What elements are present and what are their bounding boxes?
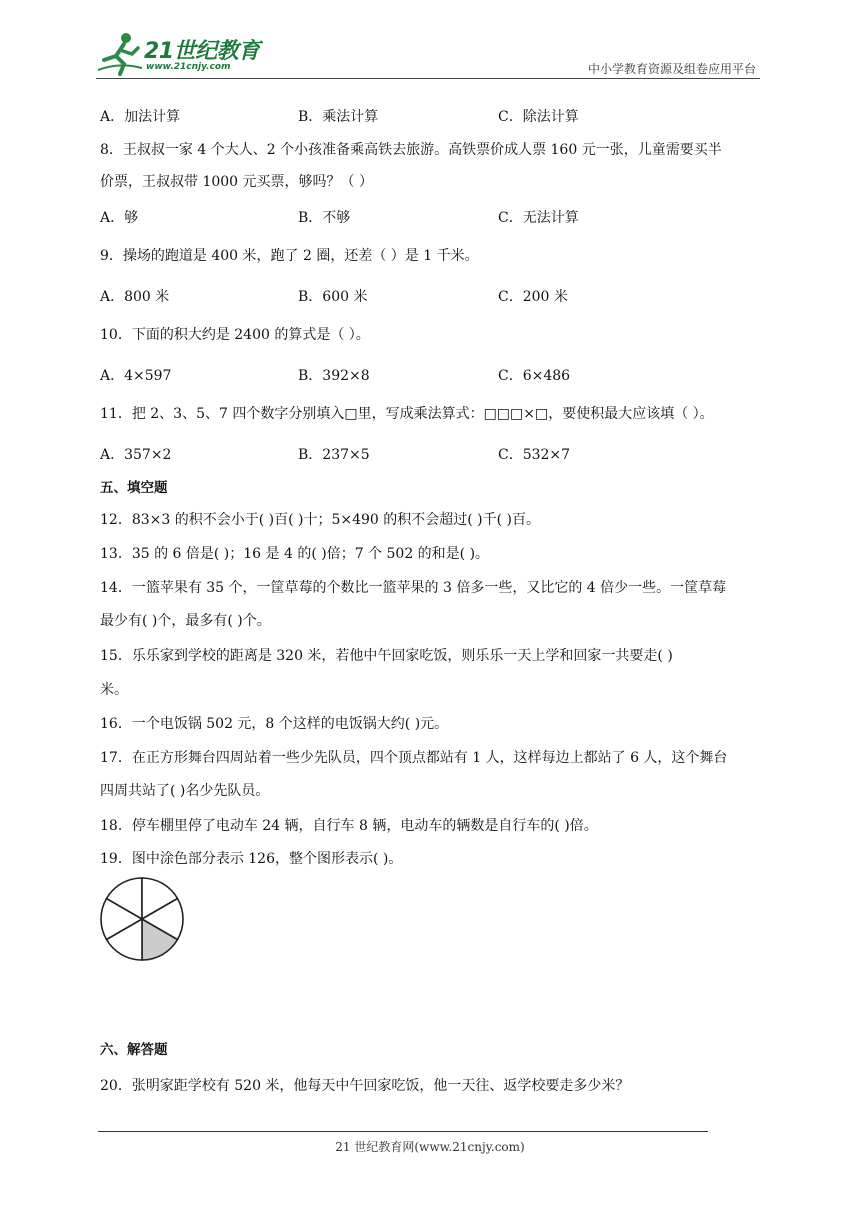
q20-text: 20．张明家距学校有 520 米，他每天中午回家吃饭，他一天往、返学校要走多少米？ — [100, 1078, 630, 1094]
logo-title: 21世纪教育 — [144, 39, 260, 64]
runner-logo-icon — [96, 30, 144, 76]
q12-text: 12．83×3 的积不会小于( )百( )十；5×490 的积不会超过( )千( )百。 — [100, 512, 541, 528]
page-header — [96, 28, 760, 80]
q9-option-a: A．800 米 — [100, 289, 170, 305]
q11-option-a: A．357×2 — [100, 447, 172, 463]
q7-option-c: C．除法计算 — [498, 109, 579, 125]
q11-option-b: B．237×5 — [298, 447, 370, 463]
q8-option-b: B．不够 — [298, 210, 351, 226]
q10-option-b: B．392×8 — [298, 368, 370, 384]
q18-text: 18．停车棚里停了电动车 24 辆，自行车 8 辆，电动车的辆数是自行车的( )倍。 — [100, 818, 598, 834]
section-answer-title: 六、解答题 — [100, 1042, 168, 1058]
q15-line2: 米。 — [100, 682, 128, 698]
q10-option-a: A．4×597 — [100, 368, 172, 384]
header-platform-text: 中小学教育资源及组卷应用平台 — [587, 62, 756, 76]
q10-option-c: C．6×486 — [498, 368, 571, 384]
q13-text: 13．35 的 6 倍是( )；16 是 4 的( )倍；7 个 502 的和是( )。 — [100, 546, 490, 562]
q17-line1: 17．在正方形舞台四周站着一些少先队员，四个顶点都站有 1 人，这样每边上都站了 6 人，这个舞台 — [100, 750, 728, 766]
page-footer: 21 世纪教育网(www.21cnjy.com) — [335, 1140, 525, 1154]
q7-option-a: A．加法计算 — [100, 109, 181, 125]
site-logo — [96, 30, 266, 76]
q9-text: 9．操场的跑道是 400 米，跑了 2 圈，还差（ ）是 1 千米。 — [100, 248, 479, 264]
q8-option-a: A．够 — [100, 210, 139, 226]
q19-text: 19．图中涂色部分表示 126，整个图形表示( )。 — [100, 851, 403, 867]
q16-text: 16．一个电饭锅 502 元，8 个这样的电饭锅大约( )元。 — [100, 716, 449, 732]
q10-text: 10．下面的积大约是 2400 的算式是（ ）。 — [100, 327, 370, 343]
q8-line2: 价票，王叔叔带 1000 元买票，够吗？（ ） — [100, 174, 373, 190]
footer-divider — [98, 1131, 708, 1132]
logo-url: www.21cnjy.com — [146, 62, 231, 72]
q17-line2: 四周共站了( )名少先队员。 — [100, 783, 270, 799]
q11-text: 11．把 2、3、5、7 四个数字分别填入□里，写成乘法算式：□□□×□，要使积最大应该填（ ）。 — [100, 406, 714, 422]
q14-line1: 14．一篮苹果有 35 个，一筐草莓的个数比一篮苹果的 3 倍多一些，又比它的 4 倍少一些。一筐草莓 — [100, 580, 727, 596]
q9-option-b: B．600 米 — [298, 289, 368, 305]
q14-line2: 最少有( )个，最多有( )个。 — [100, 613, 271, 629]
q7-option-b: B．乘法计算 — [298, 109, 379, 125]
q11-option-c: C．532×7 — [498, 447, 571, 463]
header-divider — [96, 78, 760, 79]
divided-circle-figure — [98, 875, 186, 963]
section-fill-in-title: 五、填空题 — [100, 480, 168, 496]
q8-line1: 8．王叔叔一家 4 个大人、2 个小孩准备乘高铁去旅游。高铁票价成人票 160 元一张，儿童需要买半 — [100, 142, 722, 158]
q8-option-c: C．无法计算 — [498, 210, 579, 226]
q15-line1: 15．乐乐家到学校的距离是 320 米，若他中午回家吃饭，则乐乐一天上学和回家一共要走( ) — [100, 648, 673, 664]
q9-option-c: C．200 米 — [498, 289, 568, 305]
